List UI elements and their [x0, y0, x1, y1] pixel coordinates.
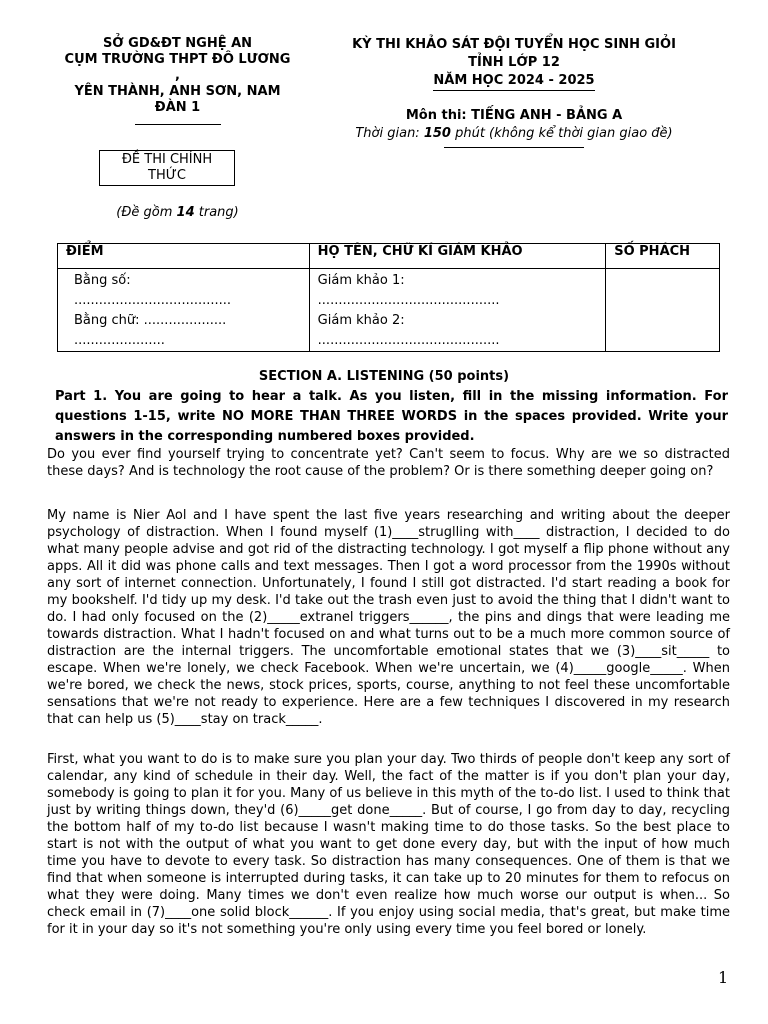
- page-count-note: [50, 205, 305, 220]
- school-cluster-comma: ,: [175, 68, 180, 83]
- page-number: 1: [718, 968, 729, 987]
- examiner-2-label: Giám khảo 2:: [317, 313, 405, 328]
- official-exam-stamp: [99, 150, 235, 186]
- score-header: ĐIỂM: [58, 244, 310, 269]
- exam-duration: [320, 125, 708, 143]
- score-number-dots: ......................................: [74, 293, 232, 308]
- exam-subject: Môn thi: TIẾNG ANH - BẢNG A: [405, 108, 623, 123]
- code-header: SỐ PHÁCH: [606, 244, 720, 269]
- score-word-label: Bằng chữ: ....................: [74, 313, 227, 328]
- school-cluster-line-3: YÊN THÀNH, ANH SƠN, NAM: [74, 84, 281, 99]
- score-cell[interactable]: [58, 269, 310, 352]
- duration-suffix: phút (không kể thời gian giao đề): [450, 126, 673, 141]
- examiner-header: HỌ TÊN, CHỮ KÍ GIÁM KHẢO: [309, 244, 606, 269]
- department-name: SỞ GD&ĐT NGHỆ AN: [102, 36, 253, 51]
- exam-grade: TỈNH LỚP 12: [468, 55, 560, 70]
- school-header: [50, 36, 305, 125]
- code-cell[interactable]: [606, 269, 720, 352]
- transcript-paragraph-2: My name is Nier Aol and I have spent the last five years researching and writing about the deeper psychology of distraction. When I found myself (1)____struglling with____ distraction, I decided to do what many people advise and got rid of the distracting technology. I got myself a flip phone without any apps. All it did was phone calls and text messages. Then I got a word processor from the 1990s without any sort of internet connection. Unfortunately, I found I still got distracted. I'd start reading a book for my bookshelf. I'd tidy up my desk. I'd take out the trash even just to avoid the thing that I didn't want to do. I had only focused on the (2)_____extranel triggers______, the pins and dings that were leading me towards distraction. What I hadn't focused on and what turns out to be a much more common source of distraction are the internal triggers. The uncomfortable emotional states that we (3)____sit_____ to escape. When we're lonely, we check Facebook. When we're uncertain, we (4)_____google_____. When we're bored, we check the news, stock prices, sports, course, anything to not feel these uncomfortable sensations that we're not ready to experience. Here are a few techniques I discovered in my research that can help us (5)____stay on track_____.: [47, 508, 730, 727]
- duration-prefix: Thời gian:: [355, 126, 424, 141]
- page-count-prefix: (Đề gồm: [116, 205, 177, 220]
- header-right-rule: [444, 143, 584, 148]
- examiner-2-dots: ............................................: [317, 333, 500, 348]
- score-number-label: Bằng số:: [74, 273, 131, 288]
- section-title: SECTION A. LISTENING (50 points): [258, 369, 510, 384]
- page-count-suffix: trang): [194, 205, 239, 220]
- grading-table: [57, 243, 720, 352]
- school-cluster-line-4: ĐÀN 1: [154, 100, 201, 115]
- transcript-paragraph-3: First, what you want to do is to make sure you plan your day. Two thirds of people don't keep any sort of calendar, any kind of schedule in their day. Well, the fact of the matter is if you don't plan your day, somebody is going to plan it for you. Many of us believe in this myth of the to-do list. I used to think that just by writing things down, they'd (6)_____get done_____. But of course, I go from day to day, recycling the bottom half of my to-do list because I wasn't making time to do those tasks. So the best place to start is not with the output of what you want to get done every day, but with the input of how much time you have to devote to every task. So distraction has many consequences. One of them is that we find that when someone is interrupted during tasks, it can take up to 20 minutes for them to refocus on what they were doing. Many times we don't even realize how much worse our output is when... So check email in (7)____one solid block______. If you enjoy using social media, that's great, but make time for it in your day so it's not something you're only using every time you feel bored or lonely.: [47, 752, 730, 937]
- official-exam-line-2: THỨC: [148, 168, 186, 183]
- part-instructions: Part 1. You are going to hear a talk. As you listen, fill in the missing information. For questions 1-15, write NO MORE THAN THREE WORDS in the spaces provided. Write your answers in the corresponding numbered boxes provided.: [55, 389, 728, 444]
- school-cluster-name: CỤM TRƯỜNG THPT ĐÔ LƯƠNG: [64, 52, 291, 67]
- transcript-paragraph-1: Do you ever find yourself trying to concentrate yet? Can't seem to focus. Why are we so distracted these days? And is technology the root cause of the problem? Or is there something deeper going on?: [47, 447, 730, 479]
- score-word-dots: ......................: [74, 333, 165, 348]
- page-count-number: 14: [176, 205, 195, 220]
- header-left-rule: [135, 118, 221, 125]
- school-year: NĂM HỌC 2024 - 2025: [433, 72, 594, 91]
- exam-title: KỲ THI KHẢO SÁT ĐỘI TUYỂN HỌC SINH GIỎI: [352, 37, 676, 52]
- examiner-1-dots: ............................................: [317, 293, 500, 308]
- examiner-cell[interactable]: [309, 269, 606, 352]
- exam-header: [320, 36, 708, 148]
- examiner-1-label: Giám khảo 1:: [317, 273, 405, 288]
- official-exam-line-1: ĐỀ THI CHÍNH: [121, 152, 213, 167]
- duration-minutes: 150: [423, 126, 451, 141]
